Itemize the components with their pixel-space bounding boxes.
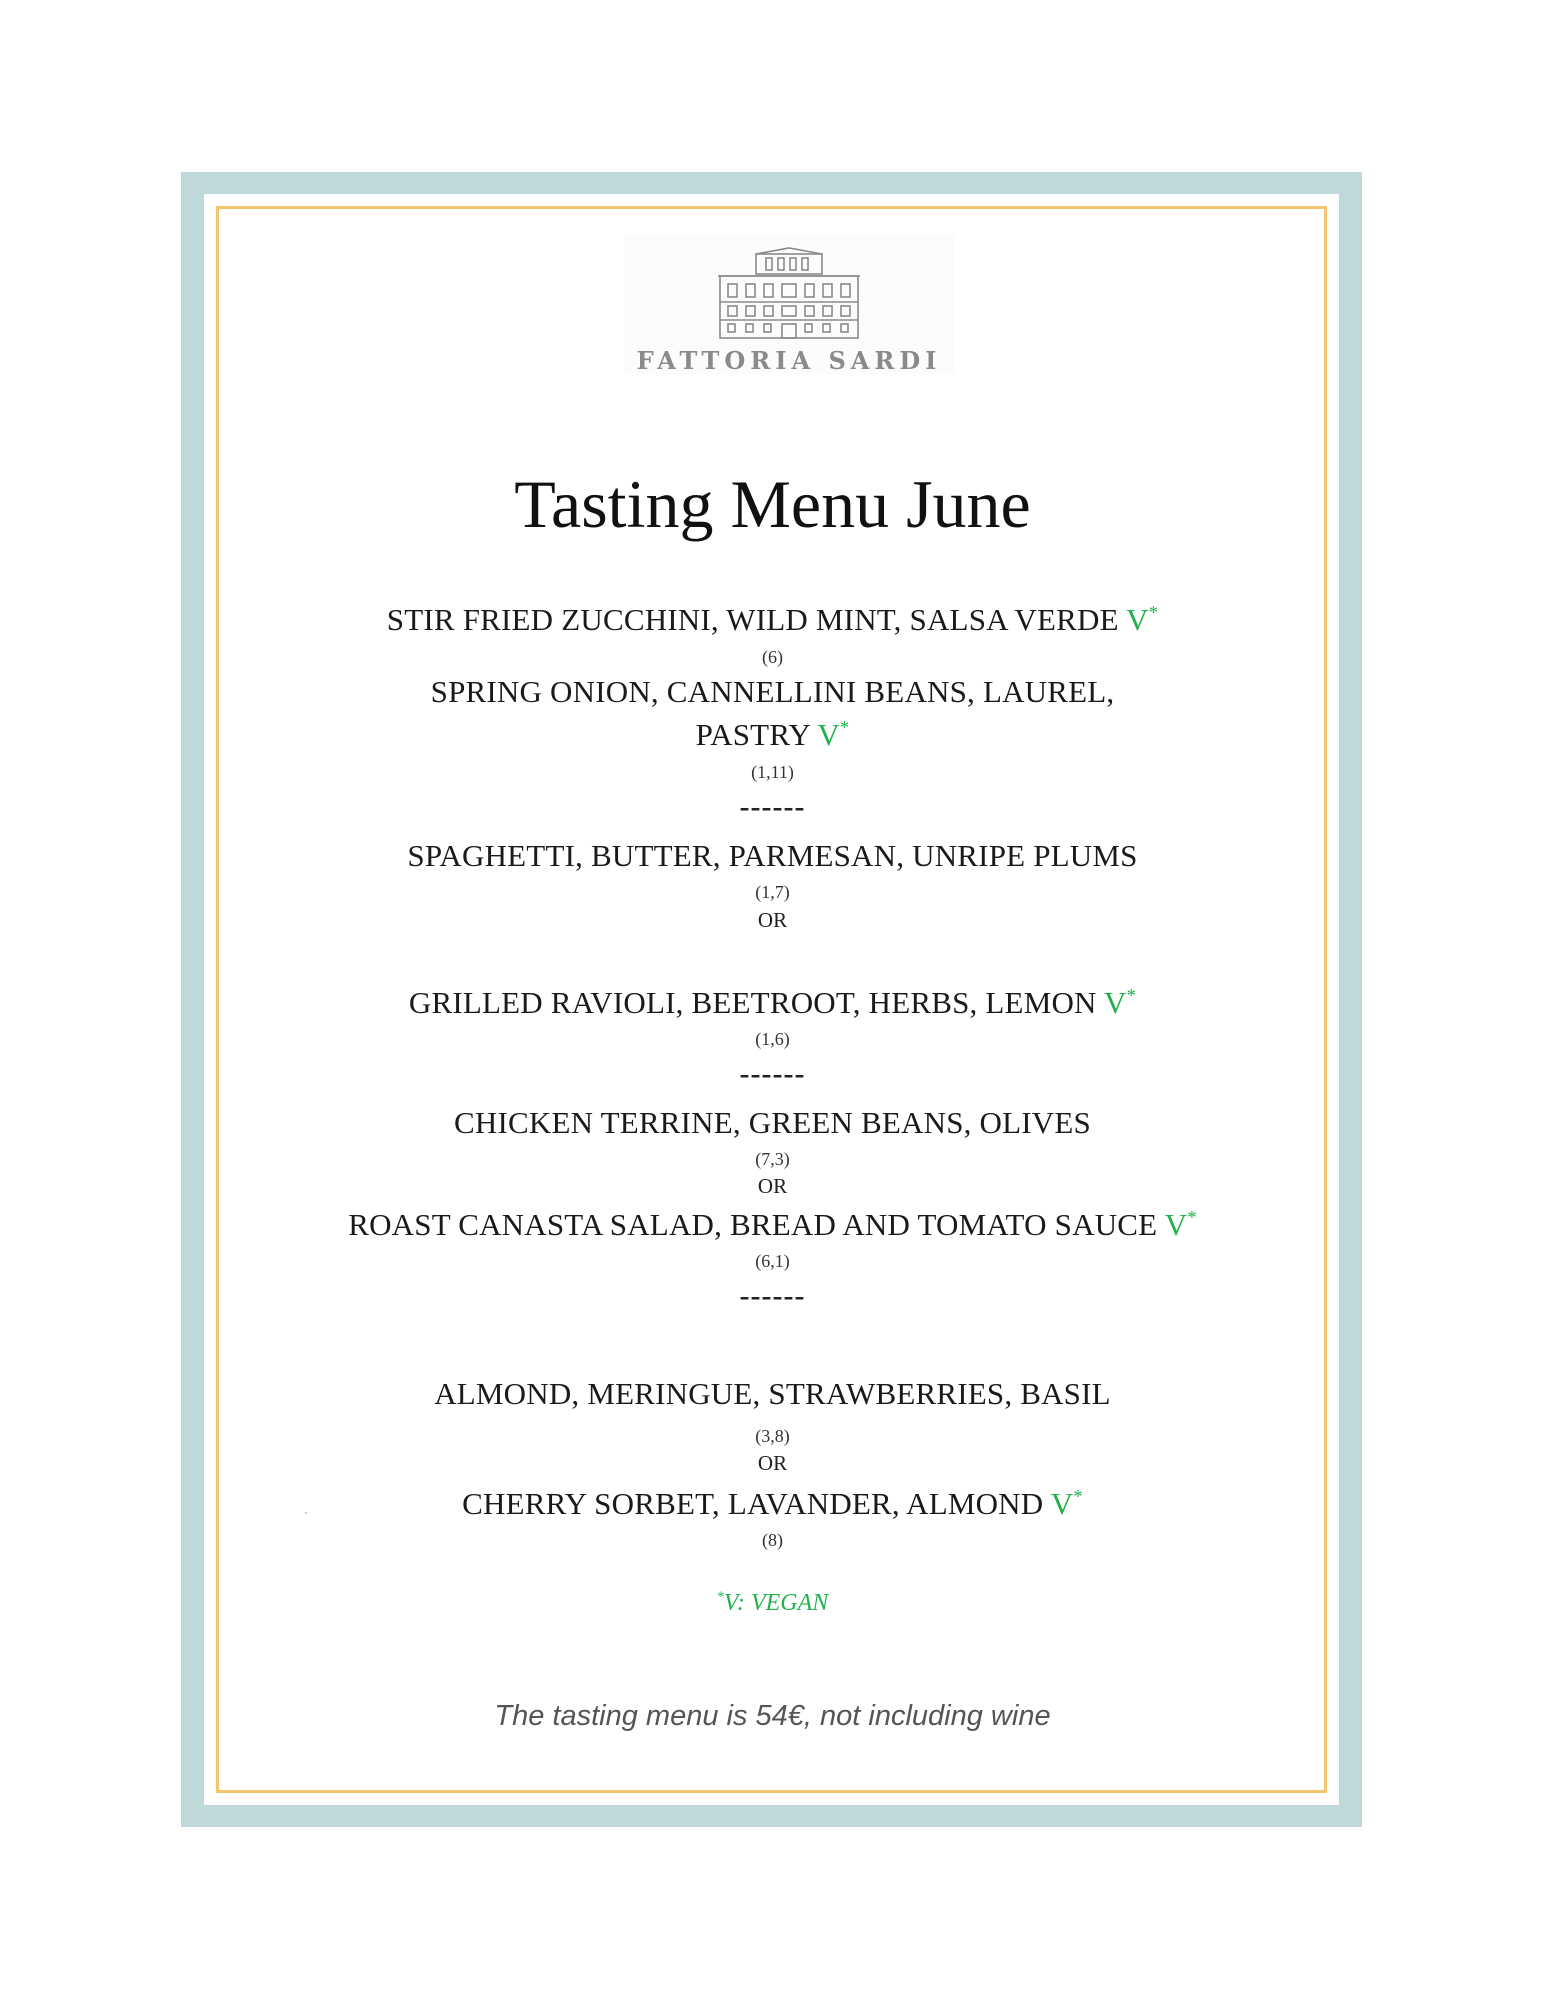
dish-6 <box>0 1207 1545 1243</box>
dish-5-allergens: (7,3) <box>755 1149 790 1169</box>
dish-4-allergens: (1,6) <box>755 1029 790 1049</box>
vegan-mark: V* <box>1126 602 1159 637</box>
dish-2-allergens: (1,11) <box>751 762 794 782</box>
vegan-mark: V* <box>1104 985 1137 1020</box>
dish-3-allergens: (1,7) <box>755 882 790 902</box>
dish-2-name: PASTRY <box>695 717 810 752</box>
dish-3: SPAGHETTI, BUTTER, PARMESAN, UNRIPE PLUMS <box>407 838 1138 873</box>
dish-6-allergens: (6,1) <box>755 1251 790 1271</box>
or-label: OR <box>757 908 788 932</box>
dish-8 <box>0 1486 1545 1522</box>
dish-2-line-1: SPRING ONION, CANNELLINI BEANS, LAUREL, <box>430 674 1115 709</box>
vegan-mark: V* <box>817 717 850 752</box>
dish-2-line-2 <box>0 717 1545 753</box>
course-separator: ------ <box>739 1057 806 1090</box>
logo <box>624 234 954 374</box>
dish-7-allergens: (3,8) <box>755 1426 790 1446</box>
dish-5: CHICKEN TERRINE, GREEN BEANS, OLIVES <box>454 1105 1091 1140</box>
course-separator: ------ <box>739 1279 806 1312</box>
price-note: The tasting menu is 54€, not including wine <box>494 1700 1051 1732</box>
or-label: OR <box>757 1174 788 1198</box>
stray-mark <box>305 1512 307 1514</box>
dish-7: ALMOND, MERINGUE, STRAWBERRIES, BASIL <box>434 1376 1111 1411</box>
dish-8-name: CHERRY SORBET, LAVANDER, ALMOND <box>462 1486 1044 1521</box>
vegan-mark: V* <box>1050 1486 1083 1521</box>
dish-4-name: GRILLED RAVIOLI, BEETROOT, HERBS, LEMON <box>408 985 1097 1020</box>
brand-name: FATTORIA SARDI <box>636 346 942 375</box>
course-separator: ------ <box>739 790 806 823</box>
dish-1-allergens: (6) <box>762 647 783 667</box>
vegan-legend: *V: VEGAN <box>716 1589 829 1616</box>
dish-1-name: STIR FRIED ZUCCHINI, WILD MINT, SALSA VERDE <box>386 602 1119 637</box>
villa-building-icon <box>716 246 862 340</box>
dish-6-name: ROAST CANASTA SALAD, BREAD AND TOMATO SAUCE <box>348 1207 1158 1242</box>
dish-1 <box>0 602 1545 638</box>
dish-4 <box>0 985 1545 1021</box>
vegan-mark: V* <box>1164 1207 1197 1242</box>
or-label: OR <box>757 1451 788 1475</box>
page-title: Tasting Menu June <box>514 466 1031 542</box>
dish-8-allergens: (8) <box>762 1530 783 1550</box>
